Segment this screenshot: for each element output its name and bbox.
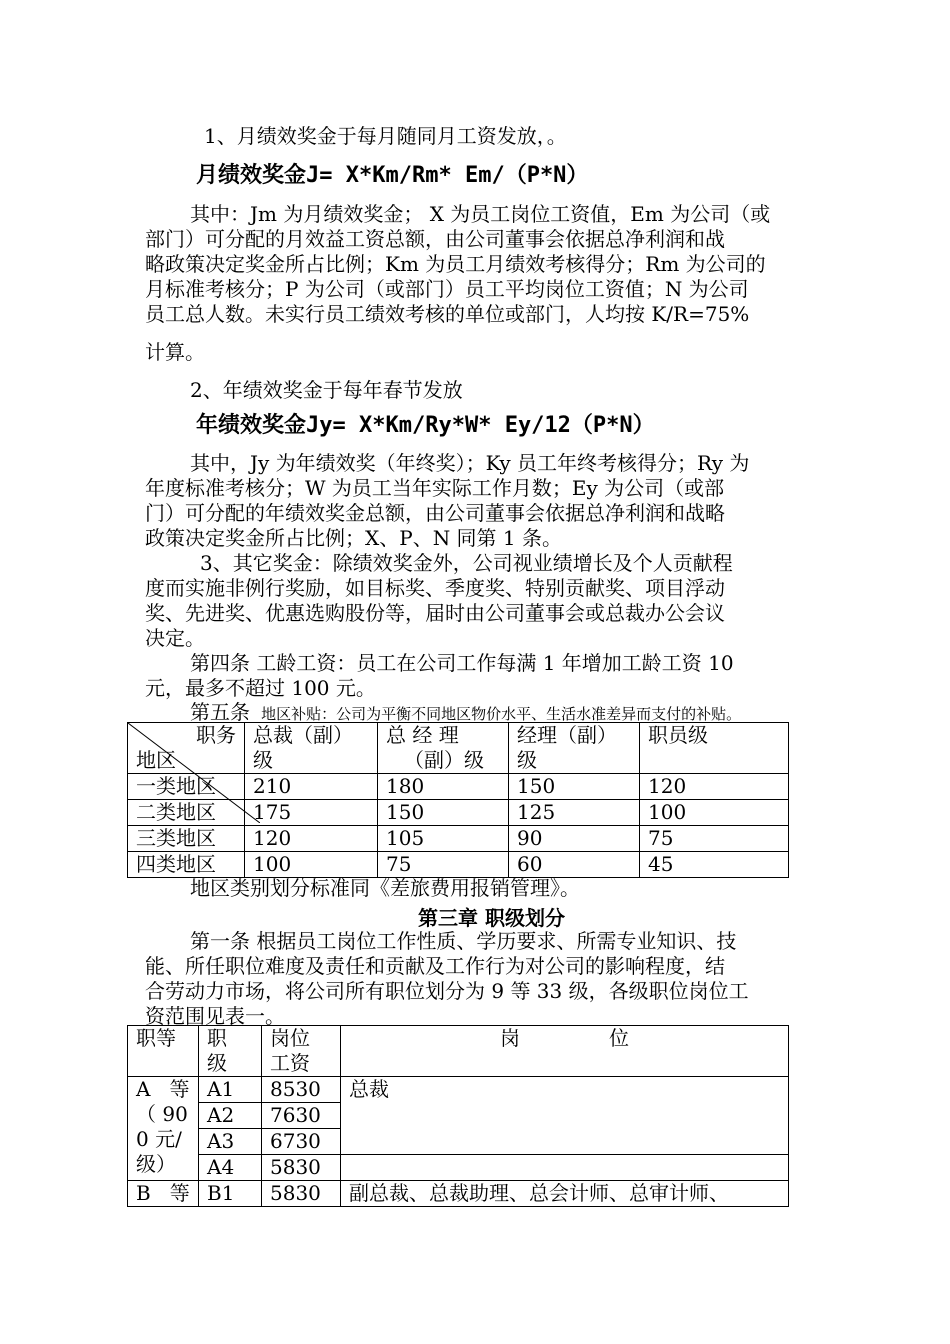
section2-desc-line: 门）可分配的年绩效奖金总额，由公司董事会依据总净利润和战略	[145, 501, 725, 525]
diagonal-header-cell	[128, 723, 245, 774]
formula-expression: J= X*Km/Rm* Em/（P*N）	[306, 163, 589, 188]
section1-desc-line: 略政策决定奖金所占比例；Km 为员工月绩效考核得分；Rm 为公司的	[145, 252, 766, 276]
region-cell: 二类地区	[128, 800, 245, 826]
level-cell: A3	[199, 1129, 262, 1155]
article5-note: 地区类别划分标准同《差旅费用报销管理》。	[190, 876, 580, 900]
grade-cell: B 等	[128, 1181, 199, 1207]
section1-desc-line: 其中：Jm 为月绩效奖金； X 为员工岗位工资值，Em 为公司（或	[190, 202, 771, 226]
section2-line: 2、年绩效奖金于每年春节发放	[190, 378, 463, 402]
header-cell: 岗位 工资	[262, 1026, 341, 1077]
article5-desc: 地区补贴：公司为平衡不同地区物价水平、生活水准差异而支付的补贴。	[261, 705, 742, 723]
value-cell: 45	[640, 852, 789, 878]
article4-line: 元，最多不超过 100 元。	[145, 676, 376, 700]
section3-line: 决定。	[145, 626, 205, 650]
section1-desc-line: 部门）可分配的月效益工资总额，由公司董事会依据总净利润和战	[145, 227, 725, 251]
section3-line: 度而实施非例行奖励，如目标奖、季度奖、特别贡献奖、项目浮动	[145, 576, 725, 600]
formula-label: 年绩效奖金	[196, 412, 307, 438]
formula-expression: Jy= X*Km/Ry*W* Ey/12（P*N）	[306, 413, 655, 438]
value-cell: 100	[640, 800, 789, 826]
post-cell	[341, 1155, 789, 1181]
value-cell: 105	[378, 826, 509, 852]
table-row	[128, 826, 789, 852]
salary-cell: 5830	[262, 1181, 341, 1207]
chapter3-article1-line: 第一条 根据员工岗位工作性质、学历要求、所需专业知识、技	[190, 929, 737, 953]
post-cell: 副总裁、总裁助理、总会计师、总审计师、	[341, 1181, 789, 1207]
value-cell: 180	[378, 774, 509, 800]
value-cell: 150	[378, 800, 509, 826]
header-cell: 职员级	[640, 723, 789, 774]
section1-desc-line: 月标准考核分；P 为公司（或部门）员工平均岗位工资值；N 为公司	[145, 277, 749, 301]
monthly-bonus-formula	[196, 160, 588, 191]
corner-top-label: 职务	[196, 723, 236, 747]
chapter3-article1-line: 合劳动力市场，将公司所有职位划分为 9 等 33 级，各级职位岗位工	[145, 979, 749, 1003]
section1-line: 1、月绩效奖金于每月随同月工资发放，。	[204, 124, 567, 148]
table-header-row	[128, 723, 789, 774]
section3-line: 3、其它奖金：除绩效奖金外，公司视业绩增长及个人贡献程	[200, 551, 733, 575]
table-row	[128, 1077, 789, 1103]
region-cell: 四类地区	[128, 852, 245, 878]
region-cell: 一类地区	[128, 774, 245, 800]
table-header-row	[128, 1026, 789, 1077]
table-row	[128, 852, 789, 878]
region-cell: 三类地区	[128, 826, 245, 852]
section2-desc-line: 其中，Jy 为年绩效奖（年终奖）；Ky 员工年终考核得分；Ry 为	[190, 451, 750, 475]
value-cell: 60	[509, 852, 640, 878]
annual-bonus-formula	[196, 410, 655, 441]
header-cell: 职 级	[199, 1026, 262, 1077]
section2-desc-line: 年度标准考核分；W 为员工当年实际工作月数；Ey 为公司（或部	[145, 476, 725, 500]
level-cell: A1	[199, 1077, 262, 1103]
header-cell: 总裁（副） 级	[245, 723, 378, 774]
regional-allowance-table	[127, 722, 789, 878]
value-cell: 90	[509, 826, 640, 852]
value-cell: 75	[378, 852, 509, 878]
value-cell: 175	[245, 800, 378, 826]
value-cell: 120	[640, 774, 789, 800]
section1-desc-line: 员工总人数。未实行员工绩效考核的单位或部门，人均按 K/R=75%	[145, 302, 750, 326]
section3-line: 奖、先进奖、优惠选购股份等，届时由公司董事会或总裁办公会议	[145, 601, 725, 625]
salary-cell: 7630	[262, 1103, 341, 1129]
value-cell: 100	[245, 852, 378, 878]
level-cell: B1	[199, 1181, 262, 1207]
section1-desc-tail: 计算。	[145, 340, 205, 364]
header-cell: 岗 位	[341, 1026, 789, 1077]
header-cell: 职等	[128, 1026, 199, 1077]
chapter3-article1-line: 资范围见表一。	[145, 1004, 285, 1028]
table-row	[128, 1155, 789, 1181]
level-cell: A4	[199, 1155, 262, 1181]
article5-title: 第五条	[190, 700, 250, 724]
header-cell: 经理（副） 级	[509, 723, 640, 774]
salary-cell: 8530	[262, 1077, 341, 1103]
formula-label: 月绩效奖金	[196, 162, 307, 188]
value-cell: 210	[245, 774, 378, 800]
salary-cell: 5830	[262, 1155, 341, 1181]
level-cell: A2	[199, 1103, 262, 1129]
corner-bottom-label: 地区	[136, 748, 176, 772]
post-cell: 总裁	[341, 1077, 789, 1155]
header-cell: 总 经 理 （副）级	[378, 723, 509, 774]
article4-line: 第四条 工龄工资：员工在公司工作每满 1 年增加工龄工资 10	[190, 651, 734, 675]
section2-desc-line: 政策决定奖金所占比例；X、P、N 同第 1 条。	[145, 526, 562, 550]
grade-cell: A 等 （ 90 0 元/ 级）	[128, 1077, 199, 1181]
value-cell: 120	[245, 826, 378, 852]
chapter-title: 第三章 职级划分	[418, 906, 565, 930]
diagonal-line	[128, 723, 260, 823]
job-grade-table	[127, 1025, 789, 1207]
value-cell: 125	[509, 800, 640, 826]
salary-cell: 6730	[262, 1129, 341, 1155]
chapter3-article1-line: 能、所任职位难度及责任和贡献及工作行为对公司的影响程度，结	[145, 954, 725, 978]
value-cell: 150	[509, 774, 640, 800]
value-cell: 75	[640, 826, 789, 852]
table-row	[128, 1181, 789, 1207]
